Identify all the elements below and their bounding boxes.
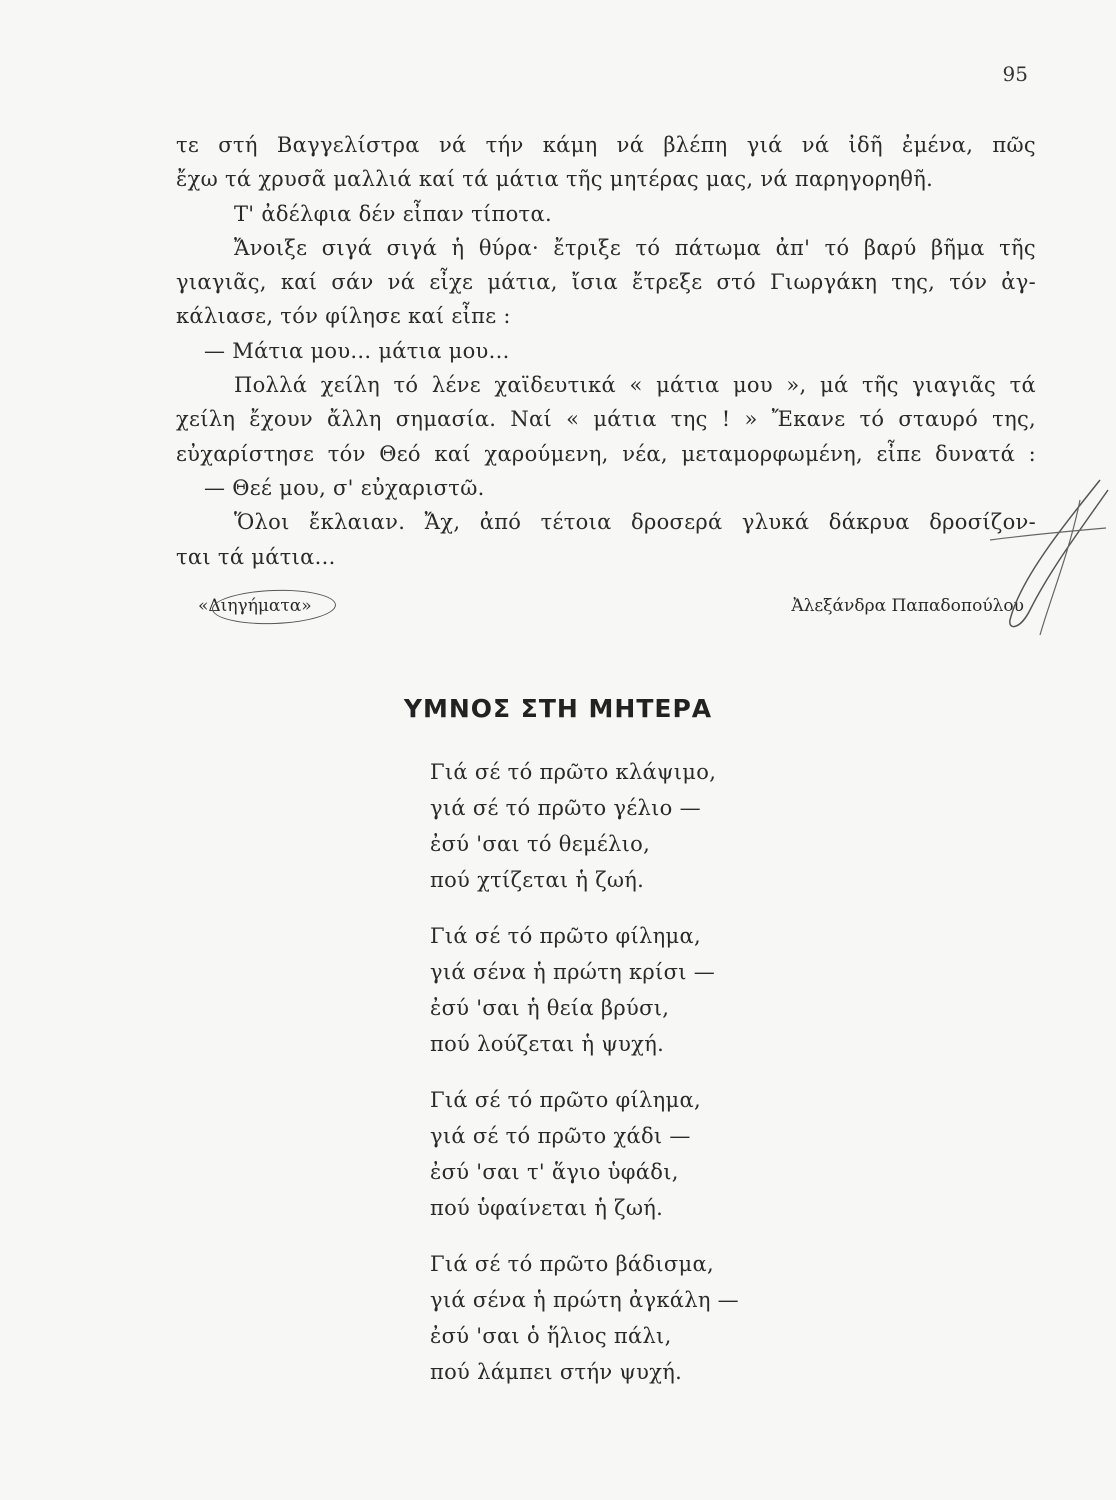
prose-line: τε στή Βαγγελίστρα νά τήν κάμη νά βλέπη γιά νά ἰδῆ ἐμένα, πῶς (176, 133, 1036, 157)
prose-line: γιαγιᾶς, καί σάν νά εἶχε μάτια, ἴσια ἔτρεξε στό Γιωργάκη της, τόν ἀγ- (176, 270, 1036, 295)
prose-line: ἔχω τά χρυσᾶ μαλλιά καί τά μάτια τῆς μητέρας μας, νά παρηγορηθῆ. (176, 167, 934, 192)
poem-line: Γιά σέ τό πρῶτο φίλημα, (430, 924, 701, 948)
prose-line: εὐχαρίστησε τόν Θεό καί χαρούμενη, νέα, μεταμορφωμένη, εἶπε δυνατά : (176, 441, 1036, 466)
poem-line: γιά σέ τό πρῶτο γέλιο — (430, 796, 701, 820)
poem-line: γιά σένα ἡ πρώτη ἀγκάλη — (430, 1288, 739, 1312)
poem (430, 754, 950, 1410)
prose-text (176, 128, 1036, 574)
poem-line: γιά σένα ἡ πρώτη κρίσι — (430, 960, 716, 984)
prose-line: χείλη ἔχουν ἄλλη σημασία. Ναί « μάτια της ! » Ἔκανε τό σταυρό της, (176, 407, 1036, 432)
poem-line: Γιά σέ τό πρῶτο κλάψιμο, (430, 760, 717, 784)
pen-scribble-mark (980, 470, 1116, 640)
poem-stanza (430, 1246, 950, 1390)
poem-line: ἐσύ 'σαι τό θεμέλιο, (430, 832, 651, 856)
poem-line: Γιά σέ τό πρῶτο φίλημα, (430, 1088, 701, 1112)
prose-line: Ἄνοιξε σιγά σιγά ἡ θύρα· ἔτριξε τό πάτωμα ἀπ' τό βαρύ βῆμα τῆς (234, 235, 1036, 260)
poem-stanza (430, 754, 950, 898)
prose-line: Ὅλοι ἔκλαιαν. Ἄχ, ἀπό τέτοια δροσερά γλυκά δάκρυα δροσίζον- (234, 510, 1036, 535)
poem-line: πού ὑφαίνεται ἡ ζωή. (430, 1196, 664, 1220)
poem-stanza (430, 918, 950, 1062)
poem-title: ΥΜΝΟΣ ΣΤΗ ΜΗΤΕΡΑ (403, 694, 713, 723)
poem-line: ἐσύ 'σαι ὁ ἥλιος πάλι, (430, 1324, 672, 1348)
poem-line: πού λούζεται ἡ ψυχή. (430, 1032, 665, 1056)
poem-line: Γιά σέ τό πρῶτο βάδισμα, (430, 1252, 714, 1276)
source-work-label: «Διηγήματα» (198, 596, 312, 616)
prose-line: Πολλά χείλη τό λένε χαϊδευτικά « μάτια μου », μά τῆς γιαγιᾶς τά (234, 373, 1036, 398)
poem-line: ἐσύ 'σαι ἡ θεία βρύσι, (430, 996, 670, 1020)
poem-line: γιά σέ τό πρῶτο χάδι — (430, 1124, 691, 1148)
poem-line: πού λάμπει στήν ψυχή. (430, 1360, 683, 1384)
poem-line: ἐσύ 'σαι τ' ἅγιο ὑφάδι, (430, 1160, 679, 1184)
source-work (196, 596, 314, 616)
page-number: 95 (1002, 62, 1028, 86)
source-attribution (196, 596, 1036, 616)
hand-drawn-circle-mark (211, 588, 336, 626)
prose-line: ται τά μάτια... (176, 544, 336, 569)
prose-line: κάλιασε, τόν φίλησε καί εἶπε : (176, 304, 511, 329)
author-name: Ἀλεξάνδρα Παπαδοπούλου (791, 596, 1024, 616)
prose-paragraph: Τ' ἀδέλφια δέν εἶπαν τίποτα. (234, 201, 552, 226)
dialogue-line: — Θεέ μου, σ' εὐχαριστῶ. (204, 475, 485, 500)
dialogue-line: — Μάτια μου... μάτια μου... (204, 338, 510, 363)
poem-line: πού χτίζεται ἡ ζωή. (430, 868, 645, 892)
poem-stanza (430, 1082, 950, 1226)
